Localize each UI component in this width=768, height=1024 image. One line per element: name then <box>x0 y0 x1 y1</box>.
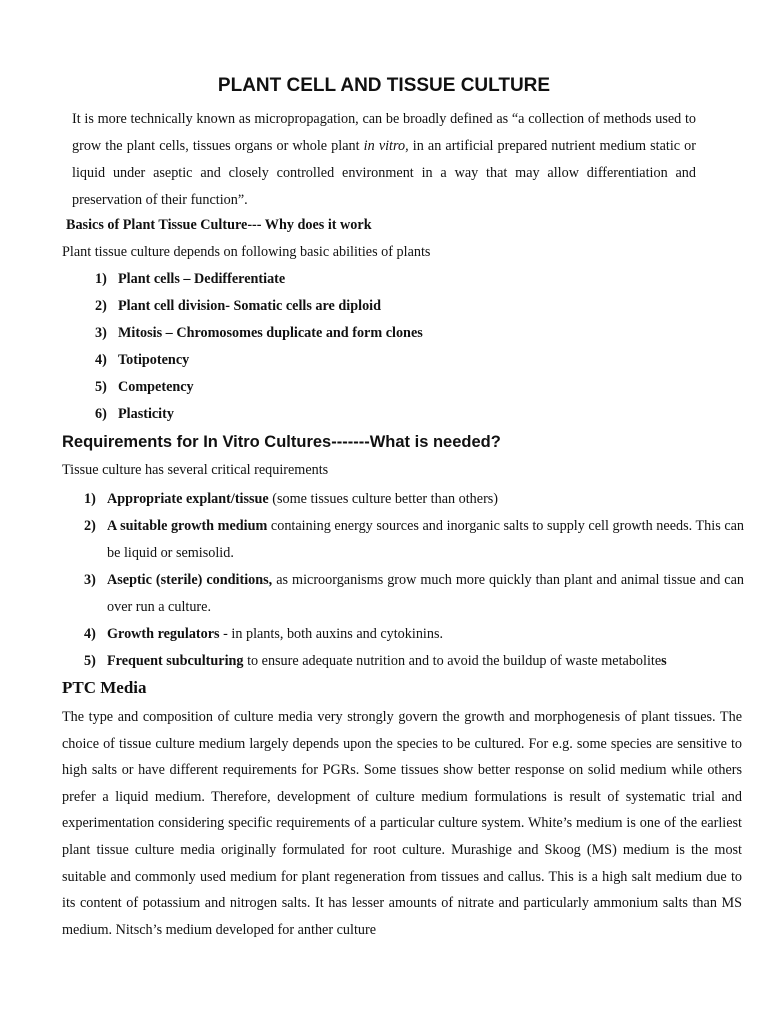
ptc-media-paragraph: The type and composition of culture media very strongly govern the growth and morphogenesis of plant tissues. The choice of tissue culture medium largely depends upon the species to be cultured. For e.g. some species are sensitive to high salts or have different requirements for PGRs. Some tissues show better response on solid medium while others prefer a liquid medium. Therefore, development of culture medium formulations is result of systematic trial and experimentation considering specific requirements of a particular culture system. White’s medium is one of the earliest plant tissue culture media originally formulated for root culture. Murashige and Skoog (MS) medium is the most suitable and commonly used medium for plant regeneration from tissues and callus. This is a high salt medium due to its content of potassium and nitrogen salts. It has lesser amounts of nitrate and particularly ammonium salts than MS medium. Nitsch’s medium developed for anther culture <box>62 709 742 938</box>
page-title: PLANT CELL AND TISSUE CULTURE <box>217 75 551 96</box>
list-number: 3) <box>95 325 107 341</box>
list-number: 1) <box>84 491 96 507</box>
basics-list-item <box>95 403 423 430</box>
list-item-text: Mitosis – Chromosomes duplicate and form clones <box>118 325 423 341</box>
list-number: 5) <box>84 653 96 669</box>
requirement-term: Frequent subculturing <box>107 653 244 669</box>
list-item-text: Plasticity <box>118 406 174 422</box>
requirements-lead-text: Tissue culture has several critical requirements <box>62 462 329 478</box>
requirement-term: Appropriate explant/tissue <box>107 491 269 507</box>
requirement-detail: - in plants, both auxins and cytokinins. <box>219 626 444 642</box>
requirements-list-item <box>84 621 744 648</box>
basics-list <box>95 268 423 430</box>
list-item-text: Competency <box>118 379 194 395</box>
list-number: 4) <box>95 352 107 368</box>
intro-italic-term: in vitro <box>363 138 406 154</box>
list-number: 3) <box>84 572 96 588</box>
intro-text-start: It is more technically known as micropropagation, can be broadly defined as “a collection of methods used to grow the plant cells, tissues organs or whole plant <box>72 111 696 154</box>
basics-lead-text: Plant tissue culture depends on following basic abilities of plants <box>62 244 431 260</box>
intro-text-end: , in an artificial prepared nutrient medium static or liquid under aseptic and closely controlled environment in a way that may allow differentiation and preservation of their function”. <box>72 138 697 208</box>
requirements-list-item <box>84 486 744 513</box>
requirement-detail: (some tissues culture better than others) <box>268 491 499 507</box>
requirement-term: Aseptic (sterile) conditions, <box>107 572 273 588</box>
basics-list-item <box>95 295 423 322</box>
requirement-term: A suitable growth medium <box>107 518 268 534</box>
requirement-detail: containing energy sources and inorganic salts to supply cell growth needs. This can be liquid or semisolid. <box>107 518 745 561</box>
list-item-text: Totipotency <box>118 352 190 368</box>
basics-list-item <box>95 322 423 349</box>
basics-list-item <box>95 376 423 403</box>
list-number: 4) <box>84 626 96 642</box>
list-number: 1) <box>95 271 107 287</box>
basics-heading: Basics of Plant Tissue Culture--- Why does it work <box>66 217 372 233</box>
list-number: 2) <box>95 298 107 314</box>
ptc-media-heading: PTC Media <box>62 678 147 697</box>
requirement-detail: as microorganisms grow much more quickly than plant and animal tissue and can over run a culture. <box>107 572 744 615</box>
list-item-text: Plant cell division- Somatic cells are diploid <box>118 298 381 314</box>
requirements-list-item <box>84 567 744 621</box>
requirements-heading: Requirements for In Vitro Cultures-------What is needed? <box>62 433 501 451</box>
requirements-list <box>84 486 744 675</box>
basics-list-item <box>95 268 423 295</box>
requirement-detail-tail: s <box>661 653 667 669</box>
requirement-detail: to ensure adequate nutrition and to avoid the buildup of waste metabolite <box>243 653 662 669</box>
requirements-list-item <box>84 513 744 567</box>
list-number: 2) <box>84 518 96 534</box>
list-number: 5) <box>95 379 107 395</box>
requirements-list-item <box>84 648 744 675</box>
intro-paragraph <box>72 106 696 214</box>
list-number: 6) <box>95 406 107 422</box>
list-item-text: Plant cells – Dedifferentiate <box>118 271 286 287</box>
requirement-term: Growth regulators <box>107 626 220 642</box>
basics-list-item <box>95 349 423 376</box>
